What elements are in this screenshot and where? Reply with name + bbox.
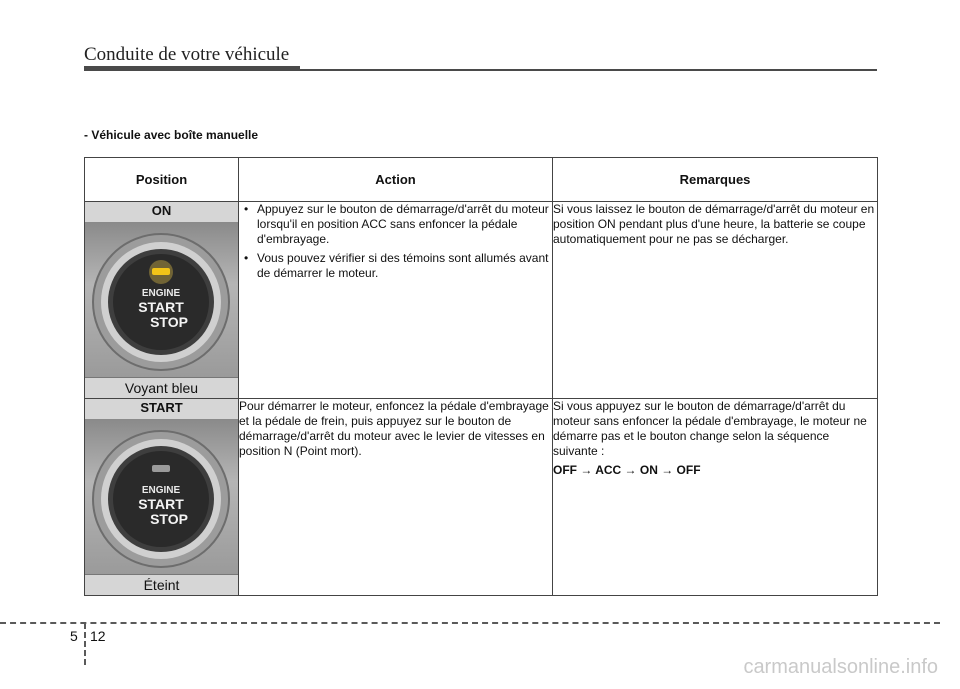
list-item [239, 251, 552, 281]
position-cell-start [85, 399, 239, 596]
button-text-engine-on: ENGINE [141, 288, 181, 299]
table-row-on [85, 202, 878, 399]
indicator-lamp-on [152, 268, 170, 275]
indicator-lamp-off [152, 465, 170, 472]
indicator-glow-icon [149, 260, 173, 284]
bullet-icon: • [244, 251, 249, 265]
table-header-row [85, 158, 878, 202]
action-text: Vous pouvez vérifier si des témoins sont allumés avant de démarrer le moteur. [257, 251, 549, 280]
bullet-icon: • [244, 202, 249, 216]
action-list-on [239, 202, 552, 281]
position-caption-start: Éteint [85, 574, 238, 595]
remarks-cell-start [553, 399, 878, 596]
engine-button-icon-on [85, 222, 238, 378]
remarks-text-start: Si vous appuyez sur le bouton de démarrage/d'arrêt du moteur sans enfoncer la pédale d'embrayage, le moteur ne démarre pas et le bouton change selon la séquence suivante : [553, 399, 867, 458]
engine-start-button-image-on [85, 222, 238, 378]
page-chapter-number: 5 [70, 628, 78, 644]
chapter-title: Conduite de votre véhicule [84, 44, 290, 65]
positions-table [84, 157, 878, 596]
header-rule [84, 66, 300, 71]
position-label-on: ON [85, 202, 238, 222]
button-text-engine-start: ENGINE [141, 485, 181, 496]
header-position: Position [85, 158, 239, 202]
action-cell-on [239, 202, 553, 399]
button-text-start-on: START [138, 299, 184, 315]
position-caption-on: Voyant bleu [85, 377, 238, 398]
list-item [239, 202, 552, 247]
header-action: Action [239, 158, 553, 202]
button-text-stop-on: STOP [150, 314, 188, 330]
footer-rule [0, 622, 940, 624]
table-row-start [85, 399, 878, 596]
remarks-text-on: Si vous laissez le bouton de démarrage/d'arrêt du moteur en position ON pendant plus d'une heure, la batterie se coupe automatiquement pour ne pas se décharger. [553, 202, 875, 246]
action-text: Appuyez sur le bouton de démarrage/d'arrêt du moteur lorsqu'il en position ACC sans enfoncer la pédale d'embrayage. [257, 202, 549, 246]
position-cell-on [85, 202, 239, 399]
action-text-start: Pour démarrer le moteur, enfoncez la pédale d'embrayage et la pédale de frein, puis appuyez sur le bouton de démarrage/d'arrêt du moteur avec le levier de vitesses en position N (Point mort). [239, 399, 549, 458]
state-sequence: OFF → ACC → ON → OFF [553, 463, 701, 477]
engine-start-button-image-start [85, 419, 238, 575]
watermark: carmanualsonline.info [743, 656, 938, 678]
header-remarks: Remarques [553, 158, 878, 202]
remarks-cell-on [553, 202, 878, 399]
engine-button-icon-start [85, 419, 238, 575]
position-label-start: START [85, 399, 238, 419]
button-text-start-start: START [138, 496, 184, 512]
page-number: 12 [90, 628, 106, 644]
footer-divider [84, 623, 86, 665]
action-cell-start [239, 399, 553, 596]
section-heading: - Véhicule avec boîte manuelle [84, 128, 259, 142]
header-rule-thin [300, 69, 877, 71]
button-text-stop-start: STOP [150, 511, 188, 527]
